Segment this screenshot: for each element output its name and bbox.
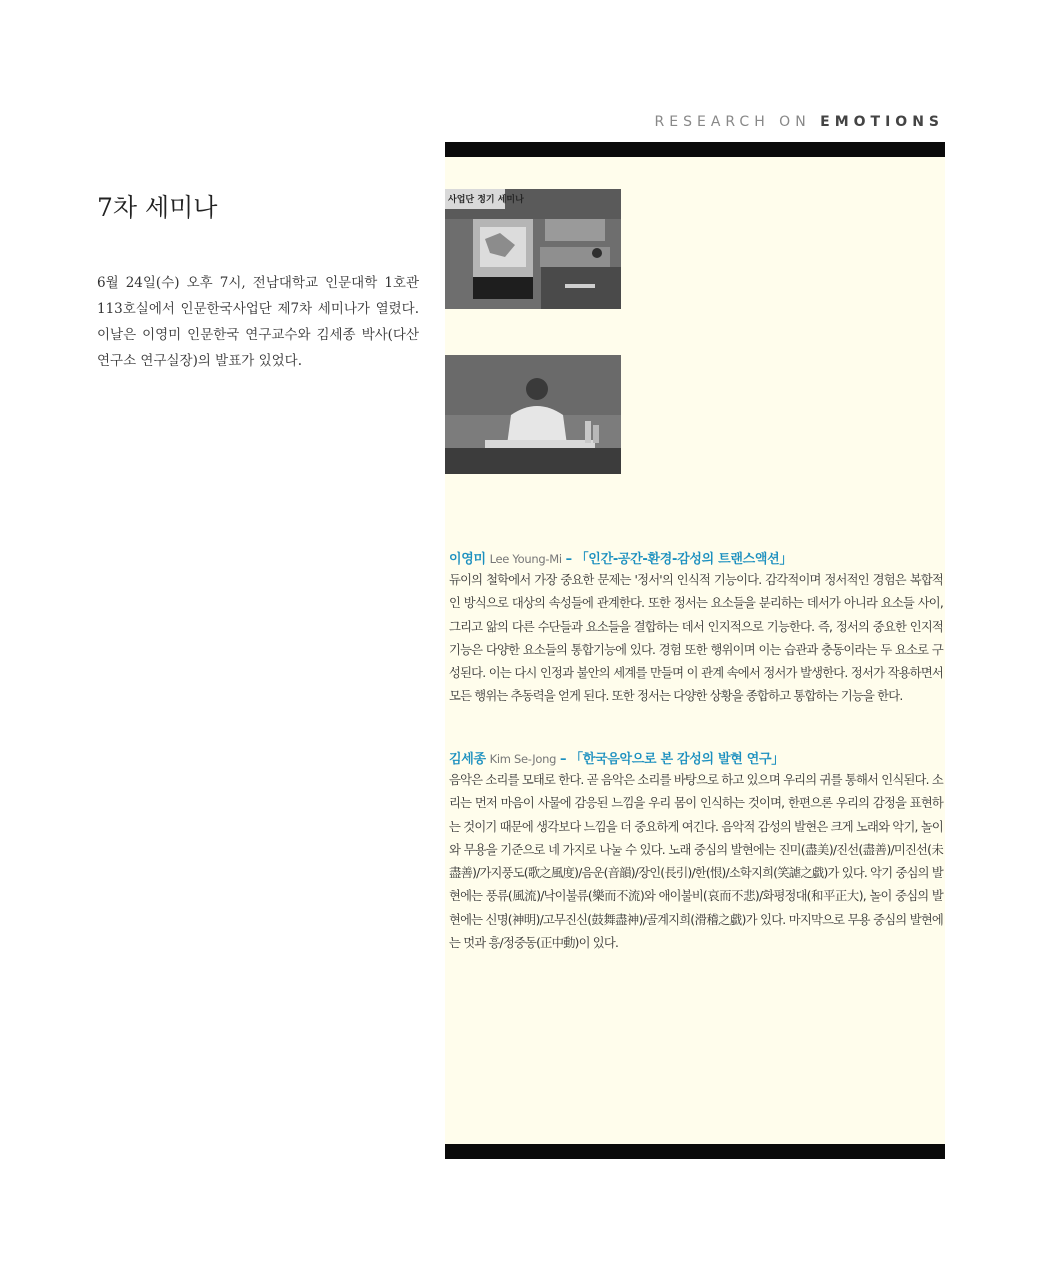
- panel-bottom-bar: [445, 1144, 945, 1159]
- article-title: 7차 세미나: [97, 193, 218, 222]
- presenter-english-name: Kim Se-Jong: [489, 752, 557, 766]
- article-intro: 6월 24일(수) 오후 7시, 전남대학교 인문대학 1호관 113호실에서 인문한국사업단 제7차 세미나가 열렸다. 이날은 이영미 인문한국 연구교수와 김세종 박사(다산연구소 연구실장)의 발표가 있었다.: [97, 275, 419, 369]
- panel-top-bar: [445, 142, 945, 157]
- content-panel: [445, 142, 945, 1159]
- presentation-section-2: [449, 748, 943, 955]
- header-label-bold: EMOTIONS: [820, 114, 944, 130]
- presentation-topic: 「인간-공간-환경-감성의 트랜스액션」: [575, 552, 793, 567]
- presenter-korean-name: 이영미: [449, 552, 486, 567]
- header-label-light: RESEARCH ON: [654, 114, 811, 130]
- presenter-korean-name: 김세종: [449, 752, 486, 767]
- presentation-section-1: [449, 548, 943, 709]
- presenter-heading: [449, 548, 943, 567]
- seminar-room-illustration: [445, 189, 621, 309]
- heading-dash: –: [559, 752, 567, 767]
- section-header-label: [655, 114, 944, 130]
- heading-dash: –: [565, 552, 572, 567]
- presentation-summary: 음악은 소리를 모태로 한다. 곧 음악은 소리를 바탕으로 하고 있으며 우리의 귀를 통해서 인식된다. 소리는 먼저 마음이 사물에 감응된 느낌을 우리 몸이 인식하는 것이며, 한편으론 우리의 감정을 표현하는 것이기 때문에 생각보다 느낌을 더 중요하게 여긴다. 음악적 감성의 발현은 크게 노래와 악기, 놀이와 무용을 기준으로 네 가지로 나눌 수 있다. 노래 중심의 발현에는 진미(盡美)/진선(盡善)/미진선(未盡善)/가지풍도(歌之風度)/음운(音韻)/장인(長引)/한(恨)/소학지희(笑謔之戱)가 있다. 악기 중심의 발현에는 풍류(風流)/낙이불류(樂而不流)와 애이불비(哀而不悲)/화평정대(和平正大), 놀이 중심의 발현에는 신명(神明)/고무진신(鼓舞盡神)/골계지희(滑稽之戱)가 있다. 마지막으로 무용 중심의 발현에는 멋과 흥/정중동(正中動)이 있다.: [449, 773, 943, 951]
- presenter-illustration: [445, 355, 621, 474]
- presenter-english-name: Lee Young-Mi: [489, 552, 562, 566]
- presentation-summary: 듀이의 철학에서 가장 중요한 문제는 '정서'의 인식적 기능이다. 감각적이며 정서적인 경험은 복합적인 방식으로 대상의 속성들에 관계한다. 또한 정서는 요소들을 분리하는 데서가 아니라 요소들 사이, 그리고 앎의 다른 수단들과 요소들을 결합하는 데서 인지적으로 기능한다. 즉, 정서의 중요한 인지적 기능은 다양한 요소들의 통합기능에 있다. 경험 또한 행위이며 이는 습관과 충동이라는 두 요소로 구성된다. 이는 다시 인정과 불안의 세계를 만들며 이 관계 속에서 정서가 발생한다. 정서가 작용하면서 모든 행위는 추동력을 얻게 된다. 또한 정서는 다양한 상황을 종합하고 통합하는 기능을 한다.: [449, 573, 943, 704]
- seminar-photo-2: [445, 355, 621, 474]
- seminar-photo-1: [445, 189, 621, 309]
- presenter-heading: [449, 748, 943, 767]
- seminar-banner-text: 사업단 정기 세미나: [448, 195, 524, 205]
- presentation-topic: 「한국음악으로 본 감성의 발현 연구」: [570, 752, 784, 767]
